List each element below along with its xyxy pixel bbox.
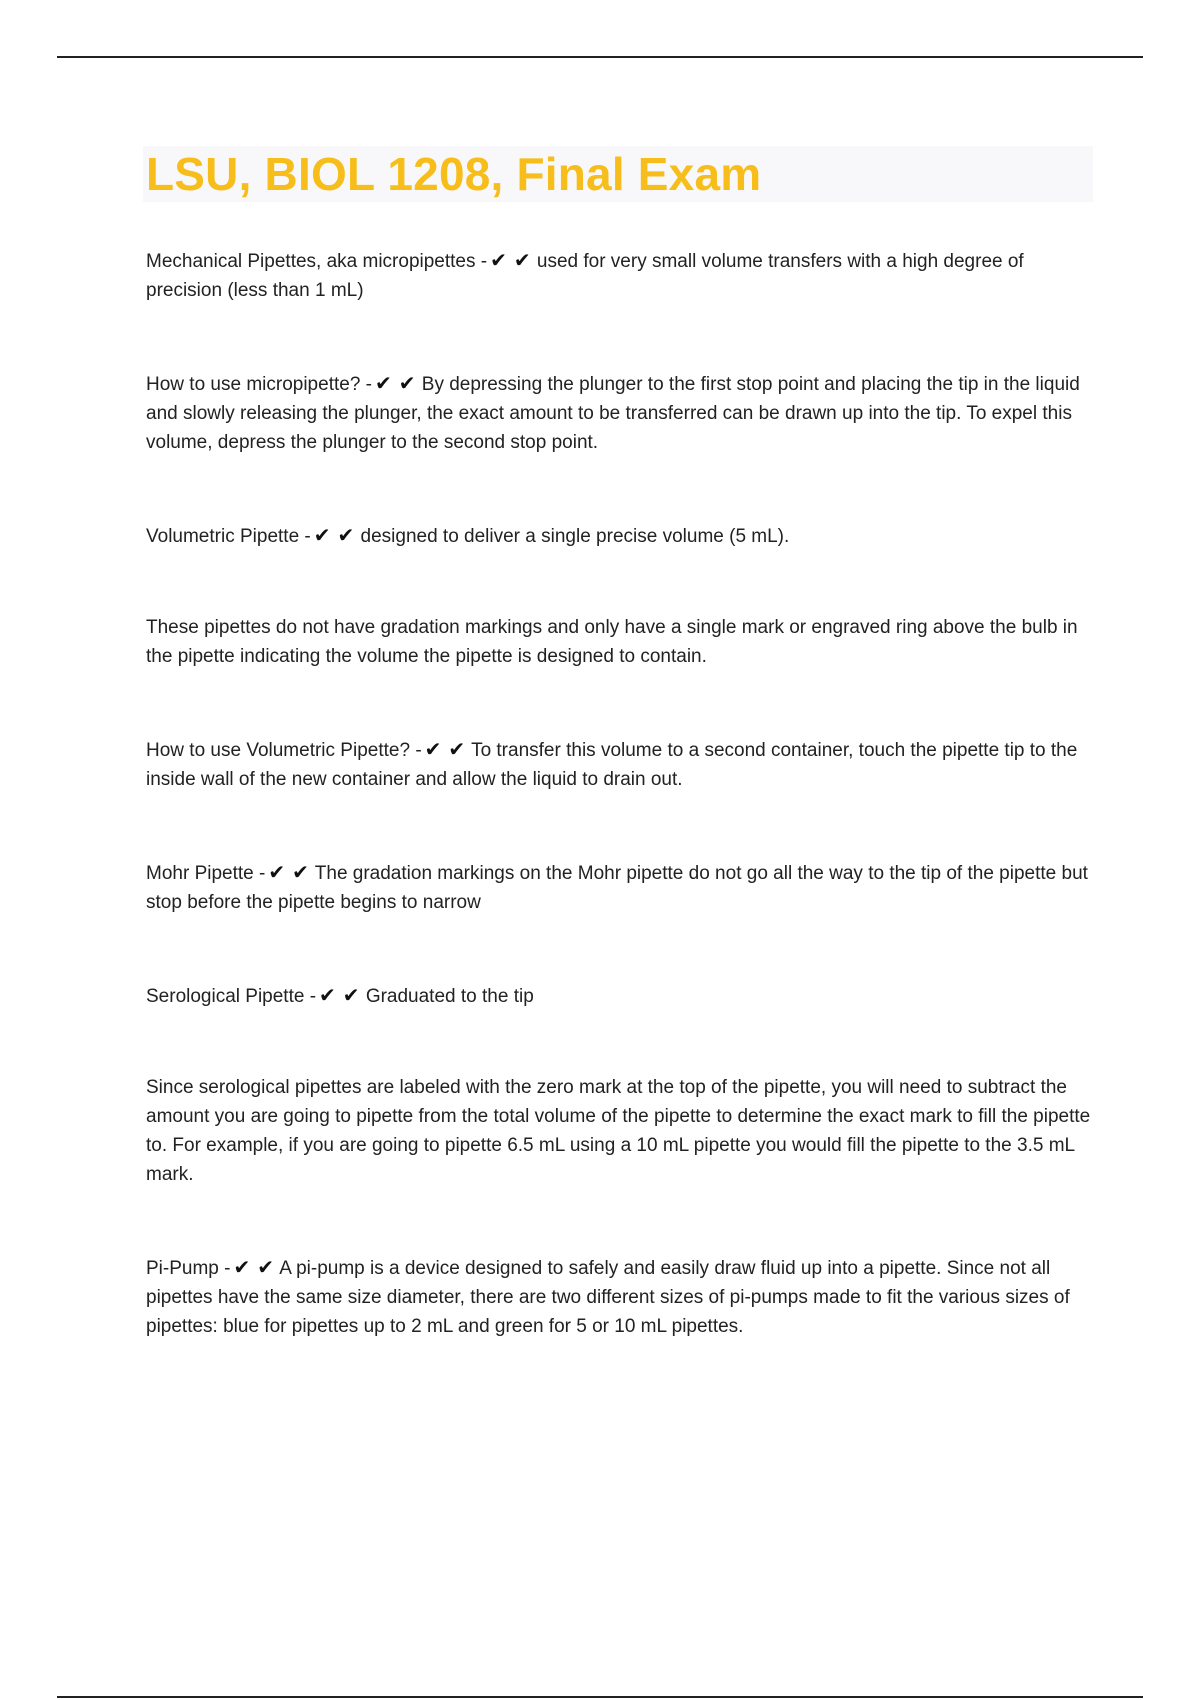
entry-separator: -: [309, 986, 317, 1007]
entry-separator: -: [480, 251, 488, 272]
entry-definition: designed to deliver a single precise volume (5 mL).: [360, 526, 790, 547]
entry-term: Mohr Pipette: [146, 863, 254, 884]
entry-term: How to use micropipette?: [146, 374, 361, 395]
entry-separator: -: [415, 740, 422, 761]
document-body: [146, 246, 1096, 1341]
entry-term: Mechanical Pipettes, aka micropipettes: [146, 251, 476, 272]
entry-definition: Graduated to the tip: [365, 986, 534, 1007]
double-check-icon: ✔ ✔: [375, 371, 416, 395]
double-check-icon: ✔ ✔: [424, 737, 466, 761]
double-check-icon: ✔ ✔: [268, 860, 309, 884]
entry-separator: -: [224, 1258, 231, 1279]
entry-mohr-pipette: [146, 858, 1096, 917]
entry-mechanical-pipettes: [146, 246, 1096, 305]
entry-separator: -: [259, 863, 266, 884]
title-banner: [143, 146, 1093, 202]
entry-how-to-use-volumetric: [146, 735, 1096, 794]
entry-how-to-use-micropipette: [146, 369, 1096, 457]
entry-definition: A pi-pump is a device designed to safely and easily draw fluid up into a pipette. Since not all pipettes have the same size diameter, there are two different sizes of pi-pumps made to fit the various sizes of pipettes: blue for pipettes up to 2 mL and green for 5 or 10 mL pipettes.: [146, 1258, 1070, 1337]
entry-text: These pipettes do not have gradation markings and only have a single mark or engraved ring above the bulb in the pipette indicating the volume the pipette is designed to contain.: [146, 617, 1078, 667]
double-check-icon: ✔ ✔: [313, 523, 355, 547]
bottom-rule: [57, 1696, 1143, 1698]
entry-text: Since serological pipettes are labeled with the zero mark at the top of the pipette, you will need to subtract the amount you are going to pipette from the total volume of the pipette to determine the exact mark to fill the pipette to. For example, if you are going to pipette 6.5 mL using a 10 mL pipette you would fill the pipette to the 3.5 mL mark.: [146, 1077, 1091, 1185]
entry-volumetric-pipette: [146, 521, 1096, 551]
double-check-icon: ✔ ✔: [319, 983, 360, 1007]
entry-pi-pump: [146, 1253, 1096, 1341]
double-check-icon: ✔ ✔: [233, 1255, 274, 1279]
double-check-icon: ✔ ✔: [490, 248, 531, 272]
entry-definition: used for very small volume transfers with a high degree of precision (less than 1 mL): [146, 251, 1024, 301]
entry-term: Serological Pipette: [146, 986, 305, 1007]
entry-term: Pi-Pump: [146, 1258, 219, 1279]
entry-separator: -: [365, 374, 372, 395]
entry-serological-pipette: [146, 981, 1096, 1011]
entry-term: How to use Volumetric Pipette?: [146, 740, 411, 761]
entry-definition: The gradation markings on the Mohr pipette do not go all the way to the tip of the pipette but stop before the pipette begins to narrow: [146, 863, 1088, 913]
entry-volumetric-note: [146, 613, 1096, 671]
entry-separator: -: [304, 526, 311, 547]
entry-definition: By depressing the plunger to the first stop point and placing the tip in the liquid and slowly releasing the plunger, the exact amount to be transferred can be drawn up into the tip. To expel this volume, depress the plunger to the second stop point.: [146, 374, 1080, 453]
entry-serological-note: [146, 1073, 1096, 1189]
entry-definition: To transfer this volume to a second container, touch the pipette tip to the inside wall of the new container and allow the liquid to drain out.: [146, 740, 1078, 790]
entry-term: Volumetric Pipette: [146, 526, 300, 547]
top-rule: [57, 56, 1143, 58]
document-title: LSU, BIOL 1208, Final Exam: [146, 148, 762, 200]
